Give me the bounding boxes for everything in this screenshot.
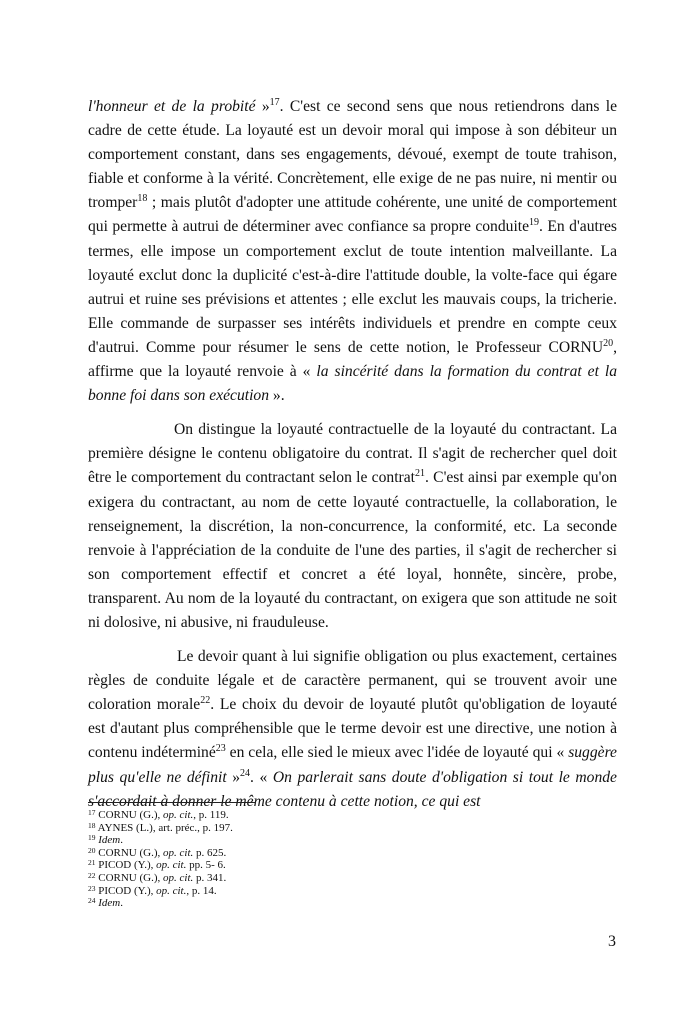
footnote-number: 21	[88, 858, 96, 868]
footnote-number: 23	[88, 883, 96, 893]
text-run: , affirme que la loyauté renvoie à «	[88, 338, 617, 381]
footnote-ref[interactable]: 24	[240, 767, 251, 779]
italic-text: suggère plus qu'elle ne définit	[88, 744, 617, 786]
paragraph-3	[88, 645, 617, 814]
footnote-separator	[88, 802, 256, 803]
footnote-italic: op. cit.	[163, 871, 194, 884]
footnote-number: 22	[88, 870, 96, 880]
footnote-ref[interactable]: 20	[603, 337, 614, 349]
text-run: »	[255, 98, 270, 115]
text-run: On distingue la loyauté contractuelle de la loyauté du contractant. La première désigne le contenu obligatoire du contrat. Il s'agit de rechercher quel doit être le comportement du contractant selon le contrat	[88, 421, 617, 487]
text-run: en cela, elle sied le mieux avec l'idée de loyauté qui «	[225, 744, 569, 762]
footnote	[88, 872, 233, 885]
footnote	[88, 897, 233, 910]
body-text	[88, 95, 617, 814]
text-run: . C'est ainsi par exemple qu'on exigera du contractant, au nom de cette loyauté contractuelle, la collaboration, le renseignement, la discrétion, la non-concurrence, la conformité, etc. La seconde renvoie à l'appréciation de la conduite de l'une des parties, il s'agit de rechercher si son comportement effectif et concret a été loyal, honnête, sincère, probe, transparent. Au nom de la loyauté du contractant, on exigera que son attitude ne soit ni dolosive, ni abusive, ni frauduleuse.	[88, 469, 617, 631]
paragraph-1	[88, 95, 617, 408]
footnote-italic: op. cit.	[156, 884, 187, 897]
footnote-text: pp. 5- 6.	[186, 859, 226, 872]
footnote-italic: op. cit.	[163, 846, 194, 859]
text-run: »	[226, 768, 241, 786]
italic-text: la sincérité dans la formation du contrat et la bonne foi dans son exécution	[88, 363, 617, 405]
footnote-ref[interactable]: 17	[269, 97, 280, 108]
paragraph-2	[88, 418, 617, 635]
footnote-ref[interactable]: 19	[529, 217, 540, 229]
footnote	[88, 847, 233, 860]
footnote-text: CORNU (G.),	[95, 809, 164, 821]
footnotes	[88, 809, 233, 910]
footnote-text: p. 625.	[193, 846, 227, 859]
footnote-text: .	[120, 897, 123, 910]
footnote-italic: Idem	[98, 897, 121, 910]
footnote-text: PICOD (Y.),	[95, 859, 157, 872]
footnote-text: AYNES (L.), art. préc., p. 197.	[95, 821, 233, 834]
footnote	[88, 809, 233, 822]
footnote-text: , p. 14.	[186, 884, 217, 897]
footnote-text: .	[120, 834, 123, 847]
footnote-ref[interactable]: 22	[200, 695, 211, 707]
footnote-italic: Idem	[98, 834, 121, 847]
text-run: ; mais plutôt d'adopter une attitude cohérente, une unité de comportement qui permette à autrui de déterminer avec confiance sa propre conduite	[88, 194, 617, 236]
footnote-number: 20	[88, 845, 96, 855]
text-run: . En d'autres termes, elle impose un comportement exclut de toute intention malveillante. La loyauté exclut donc la duplicité c'est-à-dire l'attitude double, la volte-face qui égare autrui et ruine ses prévisions et attentes ; elle exclut les mauvais coups, la tricherie. Elle commande de surpasser ses intérêts individuels et prendre en compte ceux d'autrui. Comme pour résumer le sens de cette notion, le Professeur CORNU	[88, 218, 618, 356]
footnote-number: 24	[88, 896, 96, 906]
footnote-italic: op. cit.	[156, 859, 187, 872]
text-run: . Le choix du devoir de loyauté plutôt qu'obligation de loyauté est d'autant plus compréhensible que le terme devoir est une directive, une notion à contenu indéterminé	[88, 696, 617, 762]
footnote-number: 18	[88, 820, 96, 830]
text-run: ».	[269, 387, 285, 405]
footnote-number: 17	[88, 808, 96, 817]
footnote-italic: op. cit.	[163, 809, 194, 821]
footnote-text: PICOD (Y.),	[95, 884, 157, 897]
footnote-ref[interactable]: 21	[414, 468, 425, 480]
footnote-text: p. 341.	[193, 871, 227, 884]
page-number: 3	[608, 933, 616, 950]
footnote	[88, 859, 233, 872]
footnote	[88, 822, 233, 835]
footnote-text: CORNU (G.),	[95, 846, 164, 859]
text-run: . «	[250, 768, 273, 786]
footnote-ref[interactable]: 23	[215, 743, 226, 755]
footnote	[88, 885, 233, 898]
footnote-text: CORNU (G.),	[95, 871, 164, 884]
footnote	[88, 834, 233, 847]
text-run: . C'est ce second sens que nous retiendrons dans le cadre de cette étude. La loyauté est un devoir moral qui impose à son débiteur un comportement constant, dans ses engagements, dévoué, exempt de toute trahison, fiable et conforme à la vérité. Concrètement, elle exige de ne pas nuire, ni mentir ou tromper	[88, 98, 617, 212]
footnote-number: 19	[88, 833, 96, 843]
footnote-ref[interactable]: 18	[137, 193, 148, 205]
italic-text: l'honneur et de la probité	[88, 98, 256, 115]
italic-text: On parlerait sans doute d'obligation si tout le monde s'accordait à donner le même contenu à cette notion, ce qui est	[88, 768, 617, 810]
footnote-text: , p. 119.	[193, 809, 229, 821]
text-run: Le devoir quant à lui signifie obligation ou plus exactement, certaines règles de conduite légale et de caractère permanent, qui se trouvent avoir une coloration morale	[88, 648, 617, 714]
